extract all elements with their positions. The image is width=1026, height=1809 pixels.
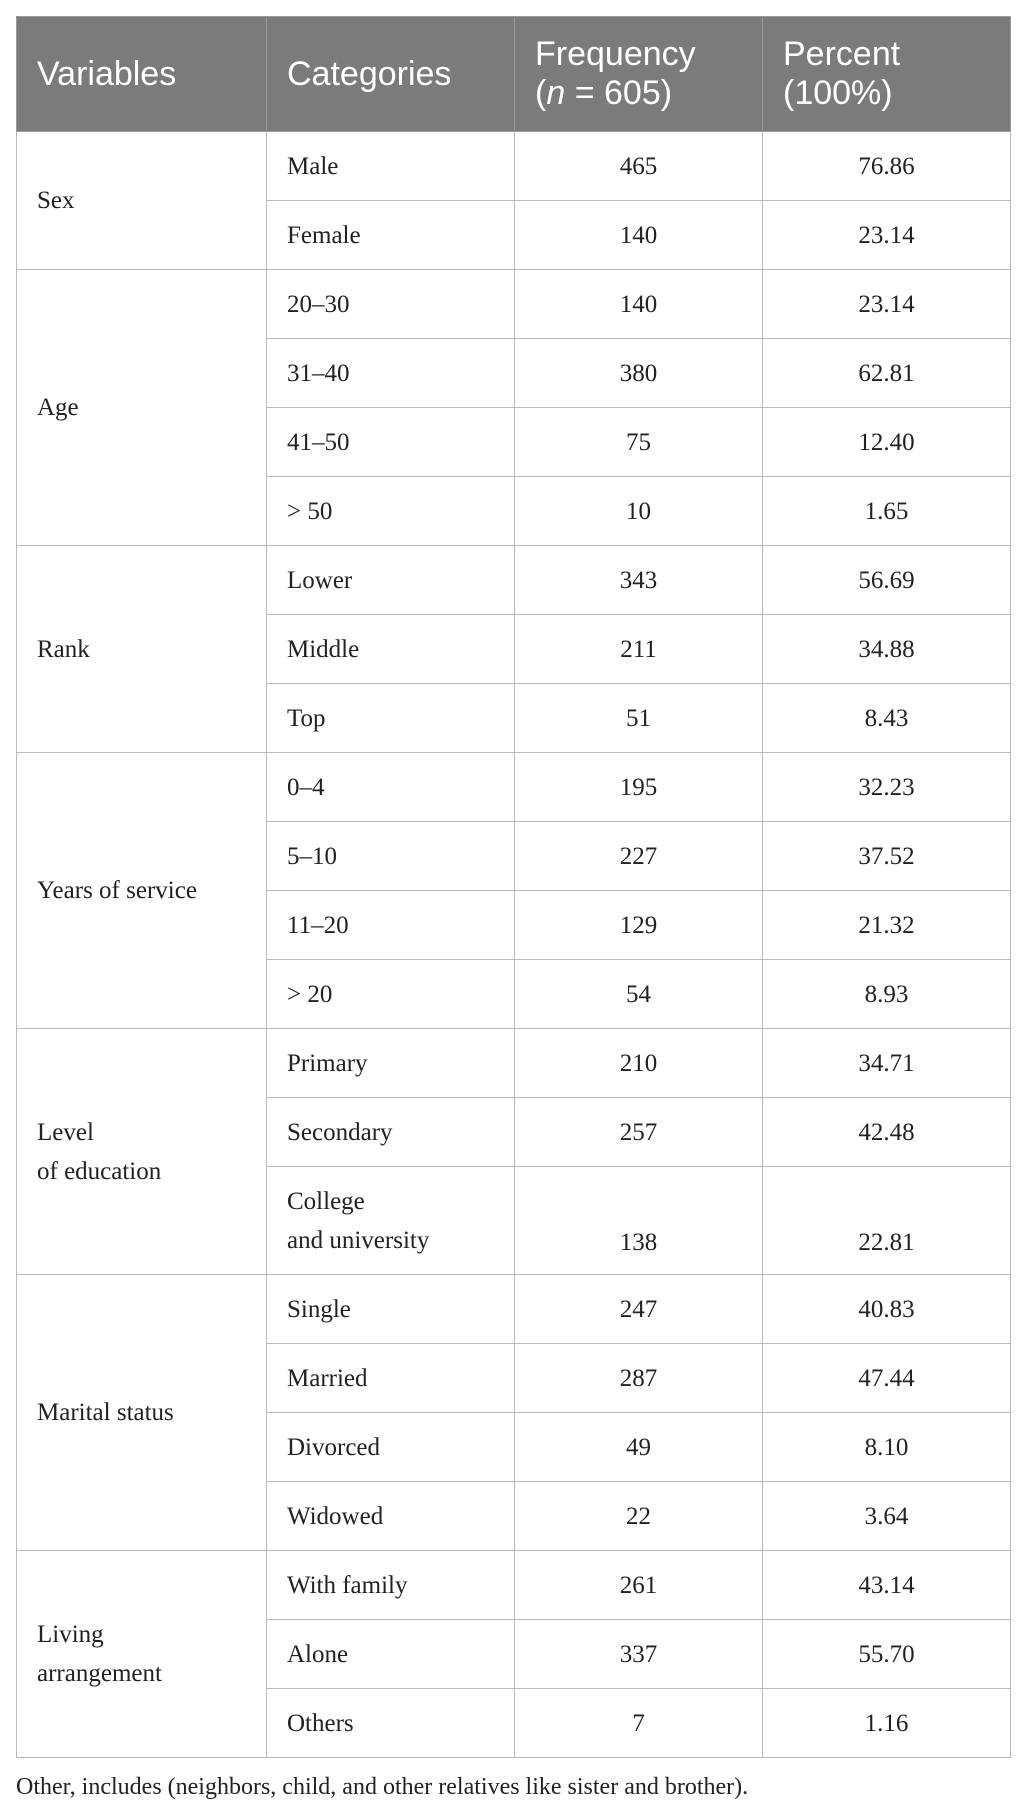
percent-cell: 32.23 — [763, 753, 1011, 822]
header-percent — [763, 17, 1011, 132]
percent-cell: 21.32 — [763, 891, 1011, 960]
category-cell: Secondary — [267, 1098, 515, 1167]
percent-cell: 62.81 — [763, 339, 1011, 408]
header-variables: Variables — [17, 17, 267, 132]
header-frequency-open: ( — [535, 74, 547, 112]
frequency-cell: 75 — [515, 408, 763, 477]
variable-cell: Years of service — [17, 753, 267, 1029]
percent-cell: 22.81 — [763, 1167, 1011, 1275]
category-cell: Divorced — [267, 1413, 515, 1482]
table-container — [16, 16, 1010, 1804]
table-row — [17, 753, 1011, 822]
percent-cell: 34.71 — [763, 1029, 1011, 1098]
percent-cell: 23.14 — [763, 201, 1011, 270]
percent-cell: 8.43 — [763, 684, 1011, 753]
header-percent-label: Percent — [783, 35, 901, 73]
frequency-cell: 257 — [515, 1098, 763, 1167]
category-cell: 20–30 — [267, 270, 515, 339]
frequency-cell: 138 — [515, 1167, 763, 1275]
table-footnote: Other, includes (neighbors, child, and other relatives like sister and brother). — [16, 1774, 749, 1800]
percent-cell: 42.48 — [763, 1098, 1011, 1167]
frequency-cell: 140 — [515, 270, 763, 339]
percent-cell: 47.44 — [763, 1344, 1011, 1413]
header-row — [17, 17, 1011, 132]
category-cell: Middle — [267, 615, 515, 684]
percent-cell: 55.70 — [763, 1620, 1011, 1689]
percent-cell: 1.65 — [763, 477, 1011, 546]
frequency-cell: 227 — [515, 822, 763, 891]
header-frequency-n: n — [546, 74, 566, 112]
frequency-cell: 343 — [515, 546, 763, 615]
frequency-cell: 465 — [515, 132, 763, 201]
frequency-cell: 195 — [515, 753, 763, 822]
category-cell: Primary — [267, 1029, 515, 1098]
variable-cell: Rank — [17, 546, 267, 753]
category-cell: Male — [267, 132, 515, 201]
frequency-cell: 7 — [515, 1689, 763, 1758]
percent-cell: 12.40 — [763, 408, 1011, 477]
table-row — [17, 132, 1011, 201]
frequency-cell: 22 — [515, 1482, 763, 1551]
frequency-cell: 287 — [515, 1344, 763, 1413]
category-cell: 0–4 — [267, 753, 515, 822]
percent-cell: 37.52 — [763, 822, 1011, 891]
category-cell: 41–50 — [267, 408, 515, 477]
category-cell: 31–40 — [267, 339, 515, 408]
category-cell: Alone — [267, 1620, 515, 1689]
frequency-cell: 380 — [515, 339, 763, 408]
category-cell: With family — [267, 1551, 515, 1620]
category-cell: Others — [267, 1689, 515, 1758]
category-cell: Married — [267, 1344, 515, 1413]
category-cell: 5–10 — [267, 822, 515, 891]
frequency-cell: 211 — [515, 615, 763, 684]
table-row — [17, 546, 1011, 615]
frequency-cell: 247 — [515, 1275, 763, 1344]
frequency-cell: 129 — [515, 891, 763, 960]
variable-cell: Age — [17, 270, 267, 546]
frequency-cell: 10 — [515, 477, 763, 546]
header-frequency-label: Frequency — [535, 35, 696, 73]
percent-cell: 76.86 — [763, 132, 1011, 201]
category-cell: Single — [267, 1275, 515, 1344]
frequency-cell: 261 — [515, 1551, 763, 1620]
percent-cell: 1.16 — [763, 1689, 1011, 1758]
demographics-table — [16, 16, 1011, 1758]
frequency-cell: 49 — [515, 1413, 763, 1482]
category-cell: > 50 — [267, 477, 515, 546]
category-cell: Widowed — [267, 1482, 515, 1551]
header-frequency-count: = 605) — [565, 74, 673, 112]
category-cell: Top — [267, 684, 515, 753]
percent-cell: 56.69 — [763, 546, 1011, 615]
category-cell: Lower — [267, 546, 515, 615]
table-row — [17, 1551, 1011, 1620]
header-frequency — [515, 17, 763, 132]
percent-cell: 43.14 — [763, 1551, 1011, 1620]
variable-cell: Level of education — [17, 1029, 267, 1275]
frequency-cell: 337 — [515, 1620, 763, 1689]
table-row — [17, 1029, 1011, 1098]
variable-cell: Sex — [17, 132, 267, 270]
percent-cell: 8.93 — [763, 960, 1011, 1029]
table-body — [17, 132, 1011, 1758]
header-percent-total: (100%) — [783, 74, 893, 112]
table-row — [17, 270, 1011, 339]
frequency-cell: 51 — [515, 684, 763, 753]
variable-cell: Living arrangement — [17, 1551, 267, 1758]
percent-cell: 3.64 — [763, 1482, 1011, 1551]
percent-cell: 40.83 — [763, 1275, 1011, 1344]
frequency-cell: 140 — [515, 201, 763, 270]
percent-cell: 23.14 — [763, 270, 1011, 339]
header-categories: Categories — [267, 17, 515, 132]
category-cell: College and university — [267, 1167, 515, 1275]
category-cell: Female — [267, 201, 515, 270]
percent-cell: 34.88 — [763, 615, 1011, 684]
frequency-cell: 210 — [515, 1029, 763, 1098]
category-cell: > 20 — [267, 960, 515, 1029]
category-cell: 11–20 — [267, 891, 515, 960]
variable-cell: Marital status — [17, 1275, 267, 1551]
frequency-cell: 54 — [515, 960, 763, 1029]
percent-cell: 8.10 — [763, 1413, 1011, 1482]
table-row — [17, 1275, 1011, 1344]
